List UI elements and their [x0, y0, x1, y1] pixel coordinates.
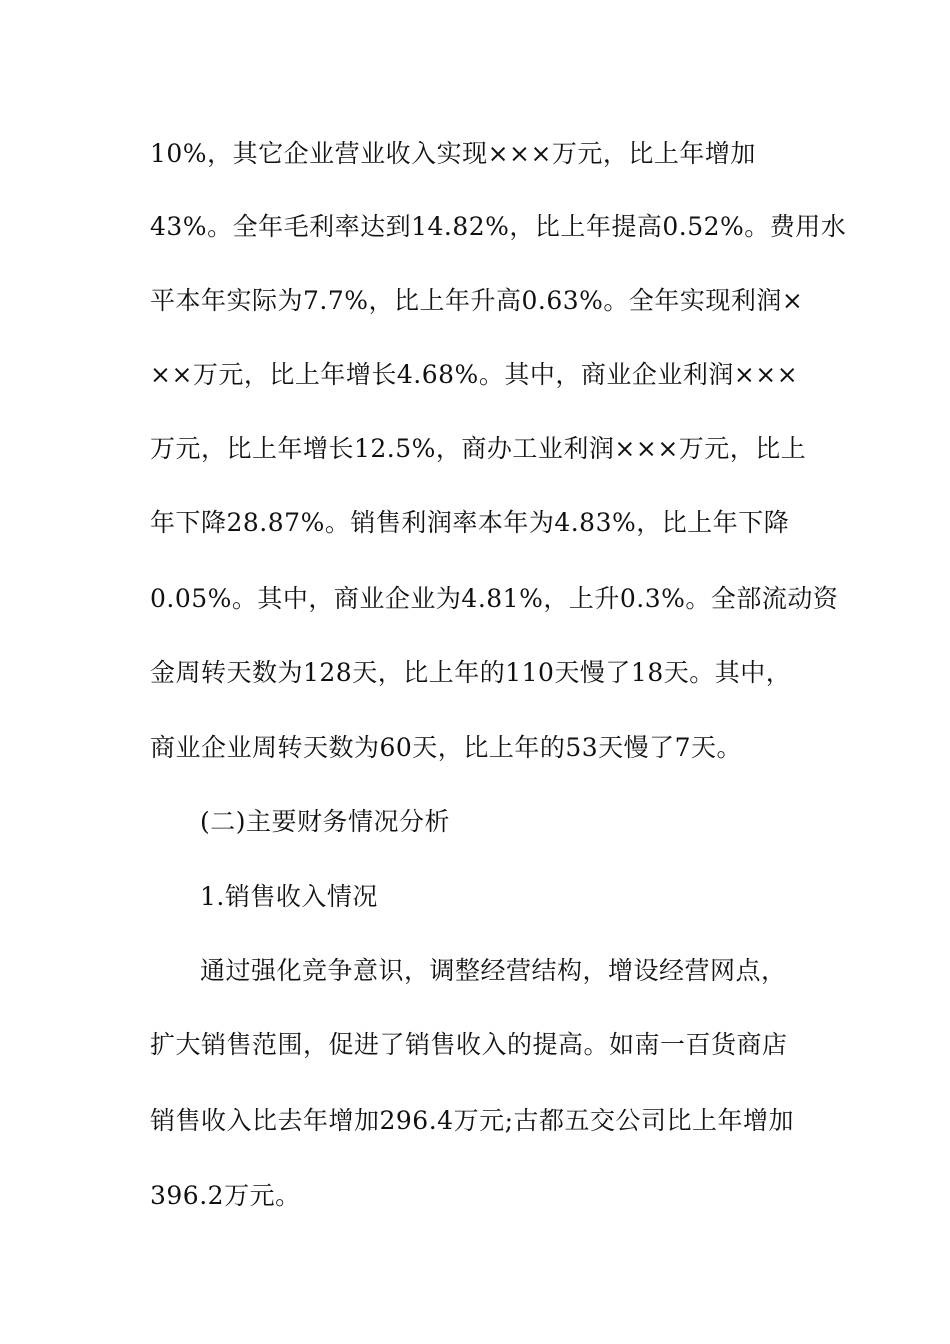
section-heading: (二)主要财务情况分析: [200, 807, 451, 836]
body-text-line: 396.2万元。: [150, 1181, 301, 1210]
body-text-line: 金周转天数为128天，比上年的110天慢了18天。其中，: [150, 658, 792, 687]
body-text-line: 年下降28.87%。销售利润率本年为4.83%，比上年下降: [150, 508, 790, 537]
body-text-line: 万元，比上年增长12.5%，商办工业利润×××万元，比上: [150, 434, 807, 463]
body-text-line: ××万元，比上年增长4.68%。其中，商业企业利润×××: [150, 360, 799, 389]
body-text-line: 商业企业周转天数为60天，比上年的53天慢了7天。: [150, 733, 743, 762]
body-text-line: 平本年实际为7.7%，比上年升高0.63%。全年实现利润×: [150, 286, 804, 315]
body-text-line: 10%，其它企业营业收入实现×××万元，比上年增加: [150, 139, 756, 168]
body-text-line: 43%。全年毛利率达到14.82%，比上年提高0.52%。费用水: [150, 212, 847, 241]
body-text-line: 扩大销售范围，促进了销售收入的提高。如南一百货商店: [150, 1030, 788, 1059]
body-text-line: 0.05%。其中，商业企业为4.81%，上升0.3%。全部流动资: [150, 584, 839, 613]
subsection-heading: 1.销售收入情况: [200, 882, 378, 911]
body-text-line: 销售收入比去年增加296.4万元;古都五交公司比上年增加: [150, 1106, 794, 1135]
body-text-line: 通过强化竞争意识，调整经营结构，增设经营网点，: [200, 956, 787, 985]
